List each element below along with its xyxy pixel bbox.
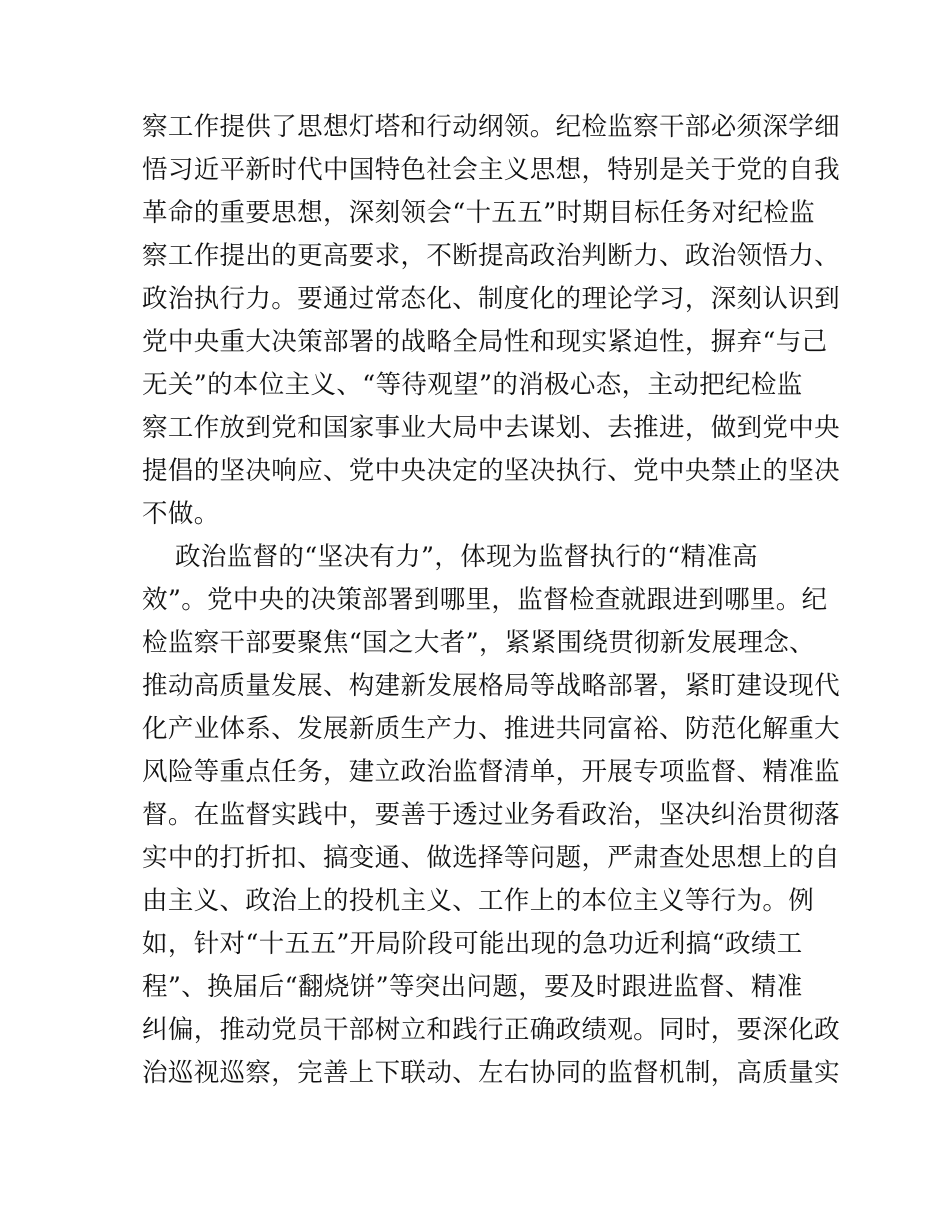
text-line: 察工作放到党和国家事业大局中去谋划、去推进，做到党中央 [142, 413, 840, 443]
text-line: 党中央重大决策部署的战略全局性和现实紧迫性，摒弃“与己 [142, 327, 828, 357]
paragraph-political-supervision [142, 536, 840, 1095]
text-line: 察工作提出的更高要求，不断提高政治判断力、政治领悟力、 [142, 241, 840, 271]
text-line: 如，针对“十五五”开局阶段可能出现的急功近利搞“政绩工 [142, 929, 803, 959]
text-line: 不做。 [142, 499, 220, 529]
paragraph-continuation [142, 106, 840, 536]
text-line: 检监察干部要聚焦“国之大者”，紧紧围绕贯彻新发展理念、 [142, 628, 816, 658]
text-line: 悟习近平新时代中国特色社会主义思想，特别是关于党的自我 [142, 155, 840, 185]
text-line: 风险等重点任务，建立政治监督清单，开展专项监督、精准监 [142, 757, 840, 787]
text-line: 革命的重要思想，深刻领会“十五五”时期目标任务对纪检监 [142, 198, 816, 228]
text-line: 实中的打折扣、搞变通、做选择等问题，严肃查处思想上的自 [142, 843, 840, 873]
text-line: 政治执行力。要通过常态化、制度化的理论学习，深刻认识到 [142, 284, 840, 314]
text-line: 督。在监督实践中，要善于透过业务看政治，坚决纠治贯彻落 [142, 800, 840, 830]
text-line: 无关”的本位主义、“等待观望”的消极心态，主动把纪检监 [142, 370, 803, 400]
text-line: 由主义、政治上的投机主义、工作上的本位主义等行为。例 [142, 886, 815, 916]
text-line: 效”。党中央的决策部署到哪里，监督检查就跟进到哪里。纪 [142, 585, 828, 615]
text-line: 程”、换届后“翻烧饼”等突出问题，要及时跟进监督、精准 [142, 972, 803, 1002]
document-body [142, 106, 840, 1095]
text-line: 治巡视巡察，完善上下联动、左右协同的监督机制，高质量实 [142, 1058, 840, 1088]
text-line: 化产业体系、发展新质生产力、推进共同富裕、防范化解重大 [142, 714, 840, 744]
text-line: 察工作提供了思想灯塔和行动纲领。纪检监察干部必须深学细 [142, 112, 840, 142]
text-line: 纠偏，推动党员干部树立和践行正确政绩观。同时，要深化政 [142, 1015, 840, 1045]
text-line-first: 政治监督的“坚决有力”，体现为监督执行的“精准高 [175, 542, 759, 572]
text-line: 推动高质量发展、构建新发展格局等战略部署，紧盯建设现代 [142, 671, 840, 701]
text-line: 提倡的坚决响应、党中央决定的坚决执行、党中央禁止的坚决 [142, 456, 840, 486]
